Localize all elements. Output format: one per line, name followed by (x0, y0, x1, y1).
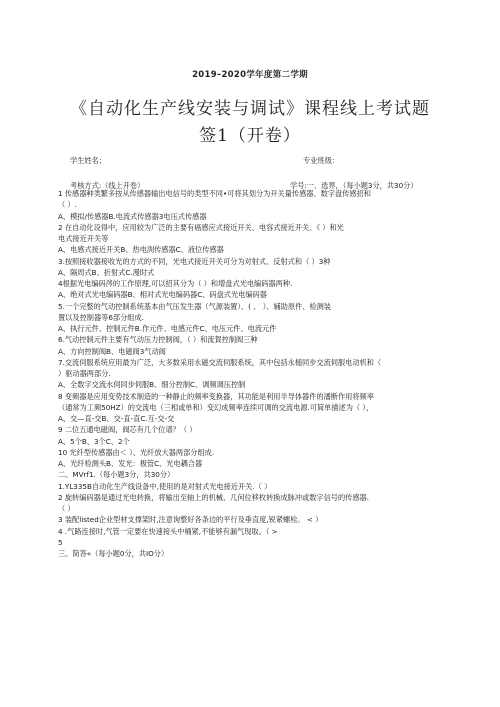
question-line: 1 传感器种类繁多按从传感器输出电信号的类型不同•可将其划分为开关量传感器、数字盘传感招和 (58, 189, 371, 198)
question-line: 4根据光电编码涔的工作原理,可以招其分为（ ）和增盘式光电编码器两种. (58, 279, 293, 288)
question-line: A、方向控制阀B、电磁阀3气动阀 (58, 346, 166, 356)
question-line: （ ）. (58, 200, 77, 210)
student-name-label: 学生姓名； (70, 156, 106, 165)
question-line: A、交—直-交B、交-直-直C.互-交-交 (58, 414, 175, 423)
question-line: 1.YL335B自动化生产线设备中,使用的是对射式光电接近开关.（ ） (58, 481, 272, 491)
question-line: 3.按照接收器接收光的方式的不同，光电式接近开关可分为对射式、反射式和（ ）3种 (58, 256, 331, 266)
question-line: 三、简答«（每小题0分，共IO分） (58, 549, 169, 558)
class-label: 专业班级： (303, 156, 339, 165)
question-line: A、执行元件、控制元件B.作元件、电感元件C、电压元件、电流元件 (58, 324, 277, 333)
question-line: 8 变频器是应用变势技术制造的一种静止的频率变换器，其功能是利用半导体器件的潘断作用将频率 (58, 391, 374, 401)
question-line: 9 二位五通电磁阀，阀芯有几个位谱？（ ） (58, 425, 197, 435)
question-line: A、光纤检测头B、发光：极管C、光电耦合器 (58, 459, 203, 468)
question-line: 10 光纤型传感器由＜ ）、光纤放大器两部分组成. (58, 447, 215, 457)
question-line: A、全数字交流水伺同步伺服B、细分控制C、调频调压控制 (58, 380, 246, 390)
question-line: 5.一个完整的气动控制系统基本由气压发生器（气源装置）、( 、 ）、辅助原件、检测装 (58, 301, 331, 311)
question-line: 3 装配listed企业型材支撑架时,注意询整好各条边的平行及垂直度,锐紧螺栓。 < ） (58, 515, 323, 525)
question-line: 6.气动控制元件主要有气动压力控制阀，（ ）和流賀控制阀三种 (58, 335, 258, 345)
exam-subtitle: 签1（开卷） (199, 126, 301, 146)
question-line: 4 .气路连接时,气管一定要在快速接头中桶紧,不能够有漏气现取。（ > (58, 526, 278, 536)
question-body (58, 188, 444, 559)
exam-title: 《自动化生产线安装与调试》课程线上考试题 (70, 99, 430, 119)
semester-heading: 2019–2020学年度第二学期 (192, 70, 308, 80)
question-line: A、绝对式光电编码器B、相对式光电编码器C、码盘式光电编码器 (58, 290, 267, 300)
question-line: 二、MVrf1.（每小题3分，共30分） (58, 470, 175, 480)
question-line: A、电感式接近开关B、热电渕传感器C、液位传感器 (58, 245, 224, 255)
question-line: （ ） (58, 504, 75, 513)
question-line: ）驱动器两部分. (58, 369, 111, 378)
student-id-and-section-label: 学号:一、选界，（每小题3分，共30分） (290, 181, 418, 190)
question-line: A、隔周式B、折射式C.漫时式 (58, 267, 155, 277)
exam-mode-label: 考核方式:（线上开卷） (70, 181, 145, 190)
question-line: A、模拟/传感器B.电流式传感器3电压式传感器 (58, 211, 207, 221)
question-line: 置以及控制器等6部分组成. (58, 312, 144, 322)
question-line: 5 (58, 537, 63, 547)
question-line: 7.交流伺服系统应用最为广泛，大多数采用永磁交流伺服系统，其中包括永槌同步交流伺服电动机和（ (58, 357, 382, 367)
question-line: 2 旋转编码器是通过光电转换，将输出至轴上的机械、几何位移枚转换成脉冲或数字信号的传感器. (58, 492, 370, 502)
question-line: 电式接近开关等 (58, 234, 109, 243)
question-line: 2 在自动化设得中，应用较为广泛的主要有癌感应式接近开关、电容式接近开关、《 ）和光 (58, 222, 344, 232)
question-line: A、5个B、3个C、2个 (58, 436, 130, 446)
question-line: （通常为工频50HZ）的交流电（三相或单和）变幻成频率连续可调的交流电源.可简单描述为（ ）， (58, 402, 374, 412)
